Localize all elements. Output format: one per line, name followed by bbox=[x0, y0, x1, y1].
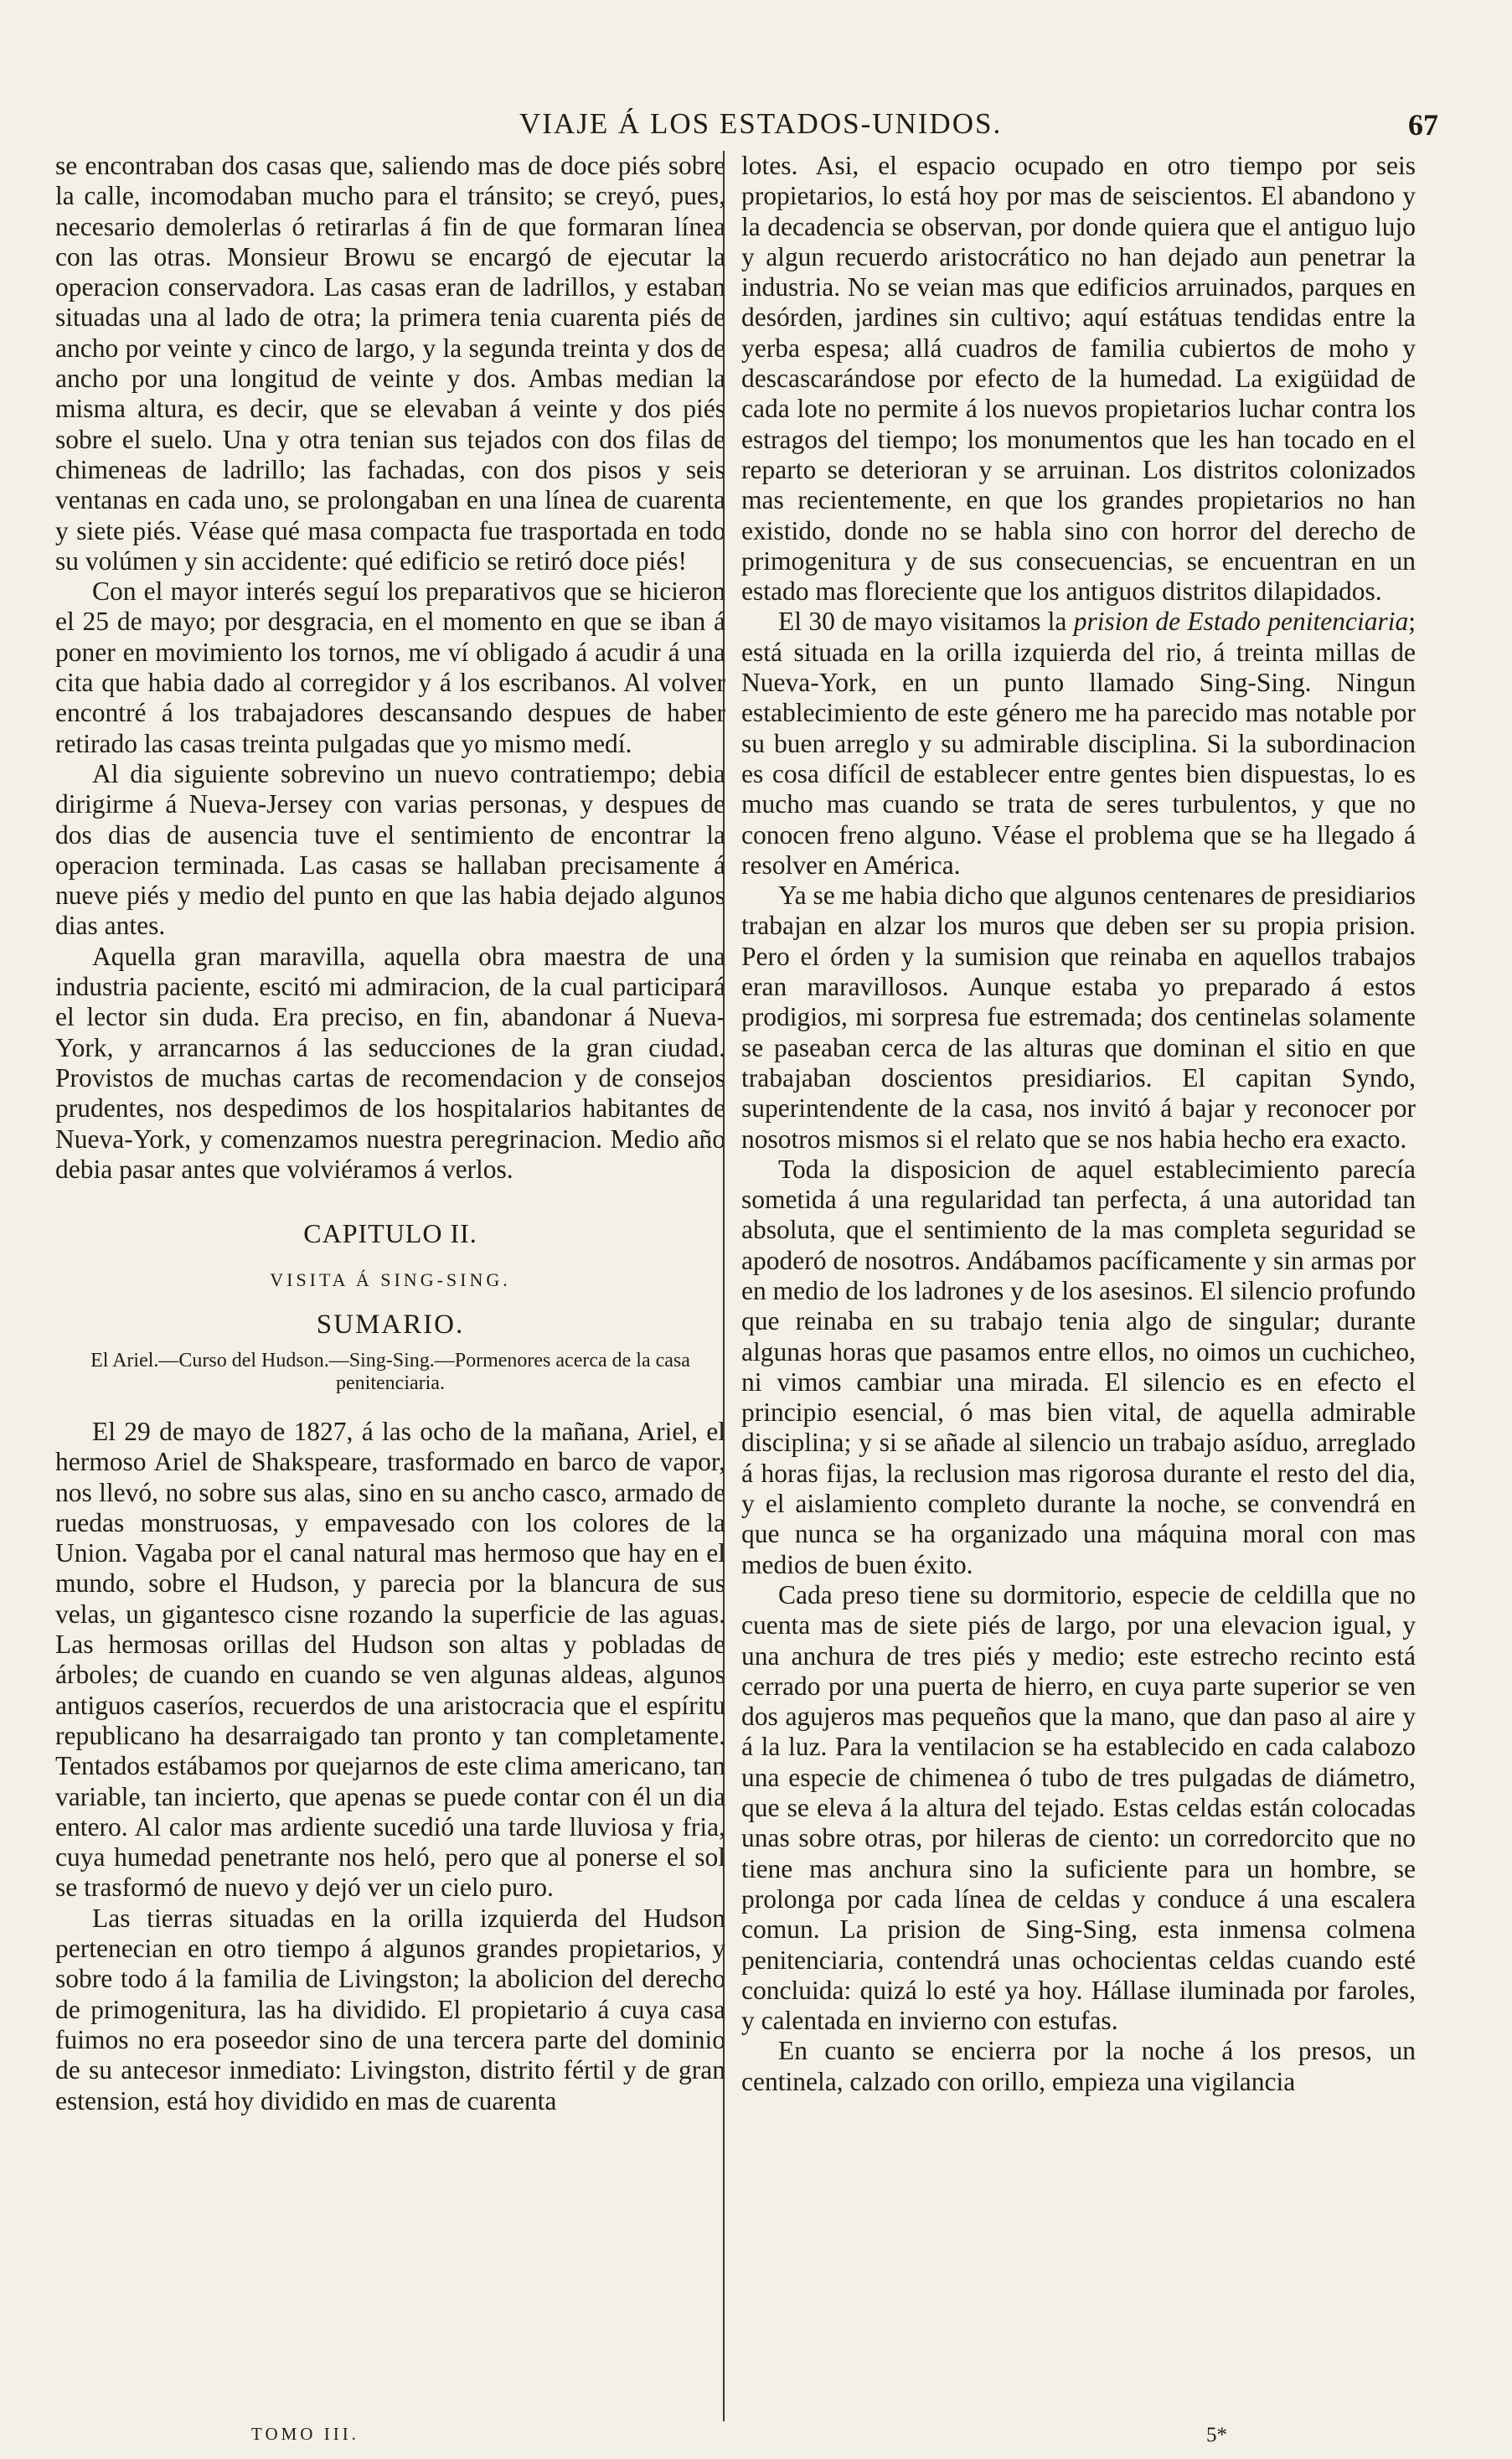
right-paragraph-2-rest: ; está situada en la orilla izquierda del rio, á treinta millas de Nueva-York, en un punto llamado Sing-Sing. Ningun establecimiento de este género me ha parecido mas notable por su buen arreglo y su admirable disciplina. Si la subordinacion es cosa difícil de establecer entre gentes bien dispuestas, lo es mucho mas cuando se trata de seres turbulentos, y que no conocen freno alguno. Véase el problema que se ha llegado á resolver en América. bbox=[741, 607, 1416, 880]
page-number: 67 bbox=[1408, 108, 1438, 142]
column-divider bbox=[723, 151, 725, 2421]
left-paragraph-5: El 29 de mayo de 1827, á las ocho de la mañana, Ariel, el hermoso Ariel de Shakspeare, trasformado en barco de vapor, nos llevó, no sobre sus alas, sino en su ancho casco, armado de ruedas monstruosas, y empavesado con los colores de la Union. Vagaba por el canal natural mas hermoso que hay en el mundo, sobre el Hudson, y parecia por la blancura de sus velas, un gigantesco cisne rozando la superficie de las aguas. Las hermosas orillas del Hudson son altas y pobladas de árboles; de cuando en cuando se ven algunas aldeas, algunos antiguos caseríos, recuerdos de una aristocracia que el espíritu republicano ha desarraigado tan pronto y tan completamente. Tentados estábamos por quejarnos de este clima americano, tan variable, tan incierto, que apenas se puede contar con él un dia entero. Al calor mas ardiente sucedió una tarde lluviosa y fria, cuya humedad penetrante nos heló, pero que al ponerse el sol se trasformó de nuevo y dejó ver un cielo puro. bbox=[55, 1416, 725, 1903]
chapter-subtitle: VISITA Á SING-SING. bbox=[270, 1269, 511, 1291]
left-paragraph-3: Al dia siguiente sobrevino un nuevo contratiempo; debia dirigirme á Nueva-Jersey con varias personas, y despues de dos dias de ausencia tuve el sentimiento de encontrar la operacion terminada. Las casas se hallaban precisamente á nueve piés y medio del punto en que las habia dejado algunos dias antes. bbox=[55, 758, 725, 941]
right-paragraph-6: En cuanto se encierra por la noche á los presos, un centinela, calzado con orillo, empieza una vigilancia bbox=[741, 2036, 1416, 2096]
left-paragraph-1: se encontraban dos casas que, saliendo mas de doce piés sobre la calle, incomodaban mucho para el tránsito; se creyó, pues, necesario demolerlas ó retirarlas á fin de que formaran línea con las otras. Monsieur Browu se encargó de ejecutar la operacion conservadora. Las casas eran de ladrillos, y estaban situadas una al lado de otra; la primera tenia cuarenta piés de ancho por veinte y cinco de largo, y la segunda treinta y dos de ancho por una longitud de veinte y dos. Ambas median la misma altura, es decir, que se elevaban á veinte y dos piés sobre el suelo. Una y otra tenian sus tejados con dos filas de chimeneas de ladrillo; las fachadas, con dos pisos y seis ventanas en cada uno, se prolongaban en una línea de cuarenta y siete piés. Véase qué masa compacta fue trasportada en todo su volúmen y sin accidente: qué edificio se retiró doce piés! bbox=[55, 151, 725, 576]
sheet-mark: 5* bbox=[1206, 2424, 1227, 2446]
right-column bbox=[741, 151, 1416, 2097]
left-paragraph-2: Con el mayor interés seguí los preparativos que se hicieron el 25 de mayo; por desgracia, en el momento en que se iban á poner en movimiento los tornos, me ví obligado á acudir á una cita que habia dado al corregidor y á los escribanos. Al volver encontré á los trabajadores descansando despues de haber retirado las casas treinta pulgadas que yo mismo medí. bbox=[55, 576, 725, 758]
right-paragraph-2-start: El 30 de mayo visitamos la bbox=[778, 607, 1074, 637]
right-paragraph-2 bbox=[741, 607, 1416, 881]
right-paragraph-5: Cada preso tiene su dormitorio, especie de celdilla que no cuenta mas de siete piés de largo, por una elevacion igual, y una anchura de tres piés y medio; este estrecho recinto está cerrado por una puerta de hierro, en cuya parte superior se ven dos agujeros mas pequeños que la mano, que dan paso al aire y á la luz. Para la ventilacion se ha establecido en cada calabozo una especie de chimenea ó tubo de tres pulgadas de diámetro, que se eleva á la altura del tejado. Estas celdas están colocadas unas sobre otras, por hileras de ciento: un corredorcito que no tiene mas anchura sino la suficiente para un hombre, se prolonga por cada línea de celdas y conduce á una escalera comun. La prision de Sing-Sing, esta inmensa colmena penitenciaria, contendrá unas ochocientas celdas cuando esté concluida: quizá lo esté ya hoy. Hállase iluminada por faroles, y calentada en invierno con estufas. bbox=[741, 1579, 1416, 2036]
left-paragraph-4: Aquella gran maravilla, aquella obra maestra de una industria paciente, escitó mi admiracion, de la cual participará el lector sin duda. Era preciso, en fin, abandonar á Nueva-York, y arrancarnos á las seducciones de la gran ciudad. Provistos de muchas cartas de recomendacion y de consejos prudentes, nos despedimos de los hospitalarios habitantes de Nueva-York, y comenzamos nuestra peregrinacion. Medio año debia pasar antes que volviéramos á verlos. bbox=[55, 941, 725, 1184]
chapter-title: CAPITULO II. bbox=[303, 1218, 477, 1249]
summary-heading: SUMARIO. bbox=[316, 1309, 465, 1340]
running-title: VIAJE Á LOS ESTADOS-UNIDOS. bbox=[519, 107, 1003, 140]
summary-text: El Ariel.—Curso del Hudson.—Sing-Sing.—Pormenores acerca de la casa penitenciaria. bbox=[90, 1349, 690, 1394]
right-paragraph-3: Ya se me habia dicho que algunos centenares de presidiarios trabajan en alzar los muros que deben ser su propia prision. Pero el órden y la sumision que reinaba en aquellos trabajos eran maravillosos. Aunque estaba yo preparado á estos prodigios, mi sorpresa fue estremada; dos centinelas solamente se paseaban cerca de las alturas que dominan el sitio en que trabajaban doscientos presidiarios. El capitan Syndo, superintendente de la casa, nos invitó á bajar y reconocer por nosotros mismos si el relato que se nos habia hecho era exacto. bbox=[741, 881, 1416, 1154]
volume-signature: TOMO III. bbox=[251, 2424, 359, 2444]
right-paragraph-4: Toda la disposicion de aquel establecimiento parecía sometida á una regularidad tan perfecta, á una autoridad tan absoluta, que el sentimiento de la mas completa seguridad se apoderó de nosotros. Andábamos pacíficamente y sin armas por en medio de los ladrones y de los asesinos. El silencio profundo que reinaba en su trabajo tenia algo de singular; durante algunas horas que pasamos entre ellos, no oimos un cuchicheo, ni vimos cambiar una mirada. El silencio es en efecto el principio esencial, ó mas bien vital, de aquella admirable disciplina; y si se añade al silencio un trabajo asíduo, arreglado á horas fijas, la reclusion mas rigorosa durante el resto del dia, y el aislamiento completo durante la noche, se convendrá en que nunca se ha organizado una máquina moral con mas medios de buen éxito. bbox=[741, 1154, 1416, 1579]
left-paragraph-6: Las tierras situadas en la orilla izquierda del Hudson pertenecian en otro tiempo á algunos grandes propietarios, y sobre todo á la familia de Livingston; la abolicion del derecho de primogenitura, las ha dividido. El propietario á cuya casa fuimos no era poseedor sino de una tercera parte del dominio de su antecesor inmediato: Livingston, distrito fértil y de gran estension, está hoy dividido en mas de cuarenta bbox=[55, 1903, 725, 2115]
prison-name-emphasis: prision de Estado penitenciaria bbox=[1073, 607, 1409, 637]
right-paragraph-1: lotes. Asi, el espacio ocupado en otro tiempo por seis propietarios, lo está hoy por mas de seiscientos. El abandono y la decadencia se observan, por donde quiera que el antiguo lujo y algun recuerdo aristocrático no han dejado aun penetrar la industria. No se veian mas que edificios arruinados, parques en desórden, jardines sin cultivo; aquí estátuas tendidas entre la yerba espesa; allá cuadros de familia cubiertos de moho y descascarándose por efecto de la humedad. La exigüidad de cada lote no permite á los nuevos propietarios luchar contra los estragos del tiempo; los monumentos que les han tocado en el reparto se deterioran y se arruinan. Los distritos colonizados mas recientemente, en que los grandes propietarios no han existido, donde no se habla sino con horror del derecho de primogenitura y de sus consecuencias, se encuentran en un estado mas floreciente que los antiguos distritos dilapidados. bbox=[741, 151, 1416, 607]
left-column bbox=[55, 151, 725, 2116]
